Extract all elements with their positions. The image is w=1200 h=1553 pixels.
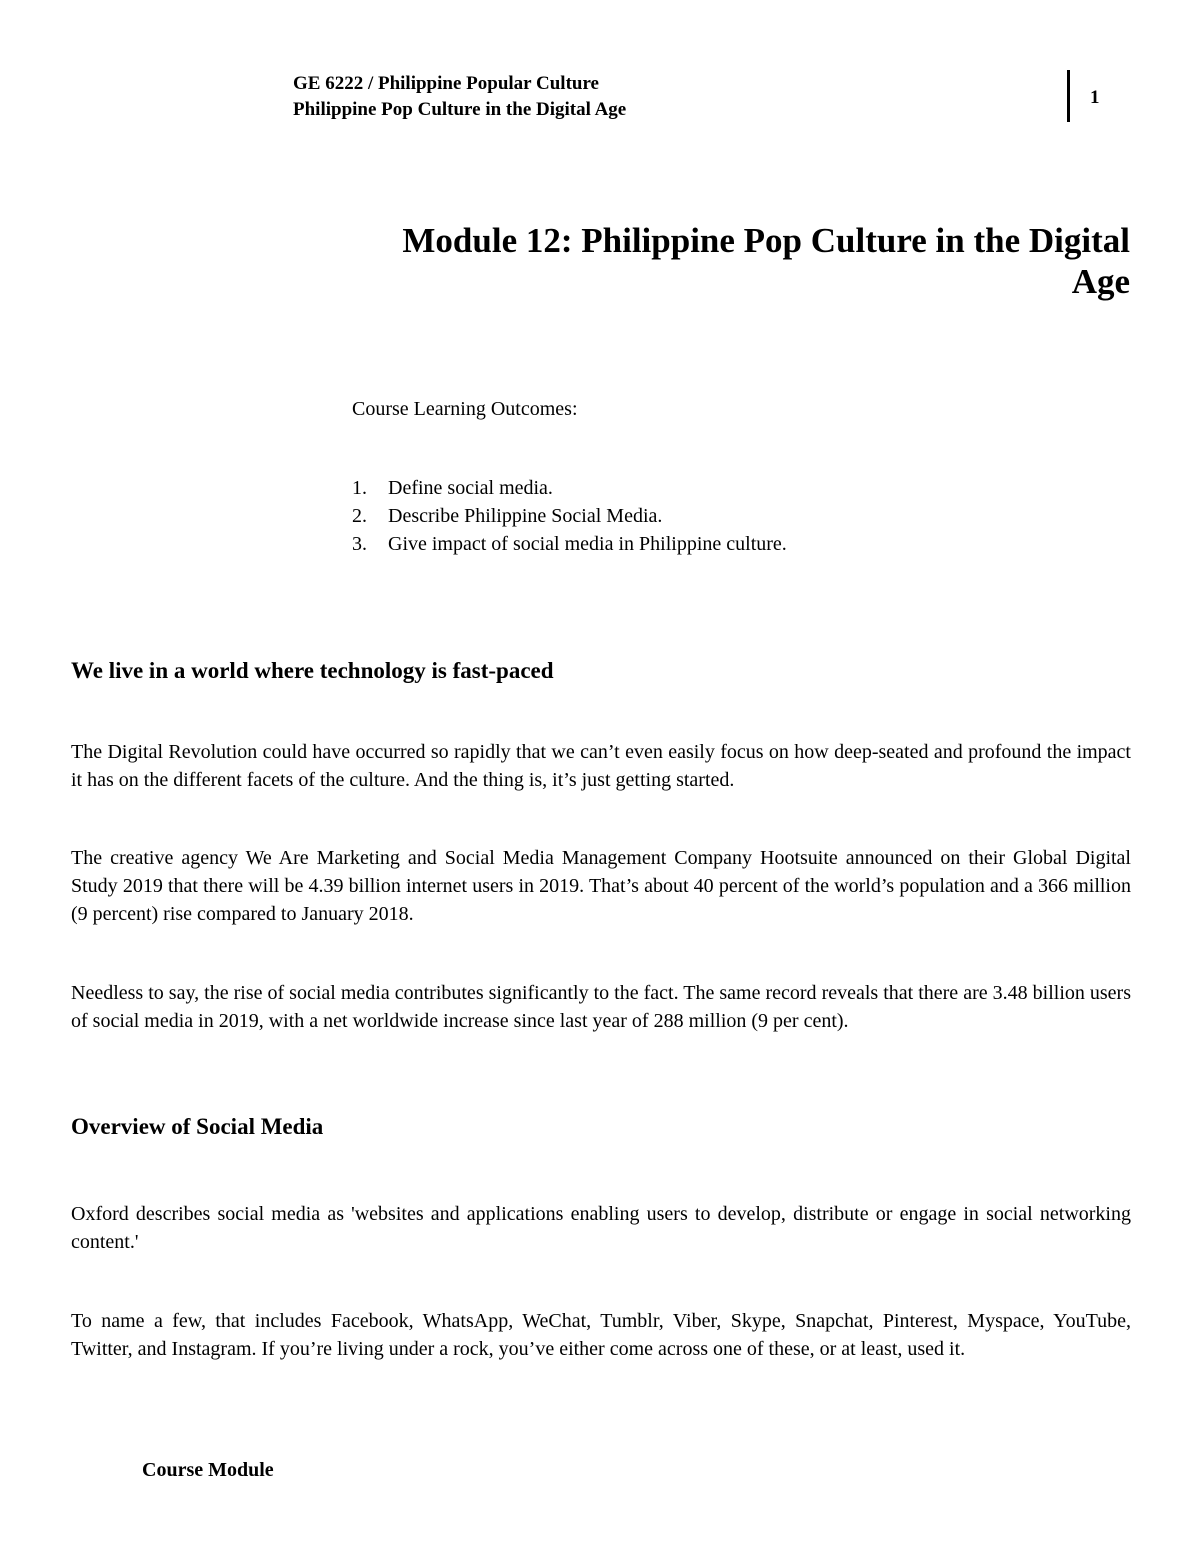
outcome-text: Describe Philippine Social Media.	[388, 505, 663, 527]
paragraph-internet-users: The creative agency We Are Marketing and Social Media Management Company Hootsuite announced on their Global Digital Study 2019 that there will be 4.39 billion internet users in 2019. That’s about 40 percent of the world’s population and a 366 million (9 percent) rise compared to January 2018.	[71, 847, 1131, 925]
course-code: GE 6222 / Philippine Popular Culture	[293, 73, 599, 94]
outcome-text: Define social media.	[388, 477, 553, 499]
page-number: 1	[1090, 87, 1100, 108]
outcome-item	[352, 474, 1052, 502]
course-subtitle: Philippine Pop Culture in the Digital Age	[293, 99, 627, 120]
module-title	[350, 220, 1130, 302]
outcome-number: 2.	[352, 505, 367, 527]
section-heading-technology: We live in a world where technology is fast-paced	[71, 658, 554, 683]
paragraph-social-media-growth: Needless to say, the rise of social media contributes significantly to the fact. The same record reveals that there are 3.48 billion users of social media in 2019, with a net worldwide increase since last year of 288 million (9 per cent).	[71, 982, 1131, 1032]
outcomes-list	[352, 474, 1052, 558]
paragraph-digital-revolution: The Digital Revolution could have occurred so rapidly that we can’t even easily focus on how deep-seated and profound the impact it has on the different facets of the culture. And the thing is, it’s just getting started.	[71, 741, 1131, 791]
outcome-number: 1.	[352, 477, 367, 499]
footer-course-module: Course Module	[142, 1459, 274, 1481]
section-heading-overview: Overview of Social Media	[71, 1114, 324, 1139]
outcome-text: Give impact of social media in Philippine culture.	[388, 533, 787, 555]
header-divider	[1067, 70, 1070, 122]
module-title-line2: Age	[1071, 262, 1130, 301]
outcome-item	[352, 502, 1052, 530]
outcome-item	[352, 530, 1052, 558]
outcome-number: 3.	[352, 533, 367, 555]
page-header	[293, 71, 993, 123]
paragraph-platform-list: To name a few, that includes Facebook, WhatsApp, WeChat, Tumblr, Viber, Skype, Snapchat, Pinterest, Myspace, YouTube, Twitter, and Instagram. If you’re living under a rock, you’ve either come across one of these, or at least, used it.	[71, 1310, 1131, 1360]
paragraph-oxford-definition: Oxford describes social media as 'websites and applications enabling users to develop, distribute or engage in social networking content.'	[71, 1203, 1131, 1253]
outcomes-label: Course Learning Outcomes:	[352, 398, 578, 420]
module-title-line1: Module 12: Philippine Pop Culture in the Digital	[402, 221, 1130, 260]
